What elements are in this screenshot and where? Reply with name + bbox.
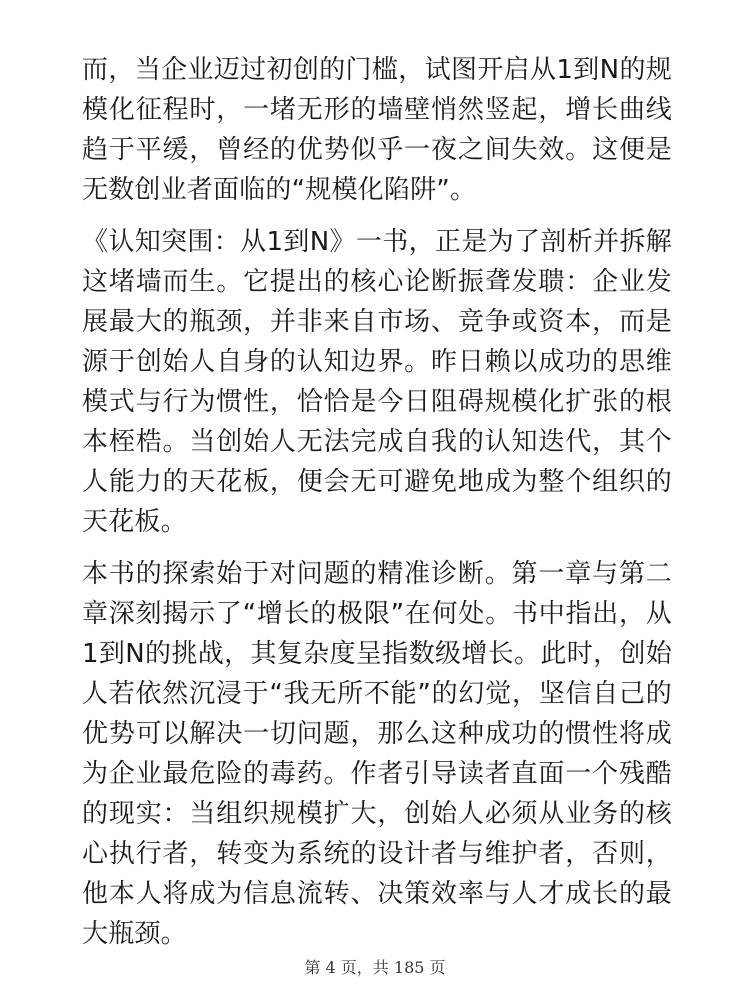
paragraph-1: 而，当企业迈过初创的门槛，试图开启从1到N的规模化征程时，一堵无形的墙壁悄然竖起，增长曲线趋于平缓，曾经的优势似乎一夜之间失效。这便是无数创业者面临的“规模化陷阱”。	[82, 55, 672, 205]
paragraph-3: 本书的探索始于对问题的精准诊断。第一章与第二章深刻揭示了“增长的极限”在何处。书中指出，从1到N的挑战，其复杂度呈指数级增长。此时，创始人若依然沉浸于“我无所不能”的幻觉，坚信自己的优势可以解决一切问题，那么这种成功的惯性将成为企业最危险的毒药。作者引导读者直面一个残酷的现实：当组织规模扩大，创始人必须从业务的核心执行者，转变为系统的设计者与维护者，否则，他本人将成为信息流转、决策效率与人才成长的最大瓶颈。	[82, 559, 672, 949]
page-number-footer: 第 4 页，共 185 页	[304, 958, 446, 977]
paragraph-2: 《认知突围：从1到N》一书，正是为了剖析并拆解这堵墙而生。它提出的核心论断振聋发聩：企业发展最大的瓶颈，并非来自市场、竞争或资本，而是源于创始人自身的认知边界。昨日赖以成功的思维模式与行为惯性，恰恰是今日阻碍规模化扩张的根本桎梏。当创始人无法完成自我的认知迭代，其个人能力的天花板，便会无可避免地成为整个组织的天花板。	[82, 227, 672, 537]
body-text	[82, 50, 672, 966]
